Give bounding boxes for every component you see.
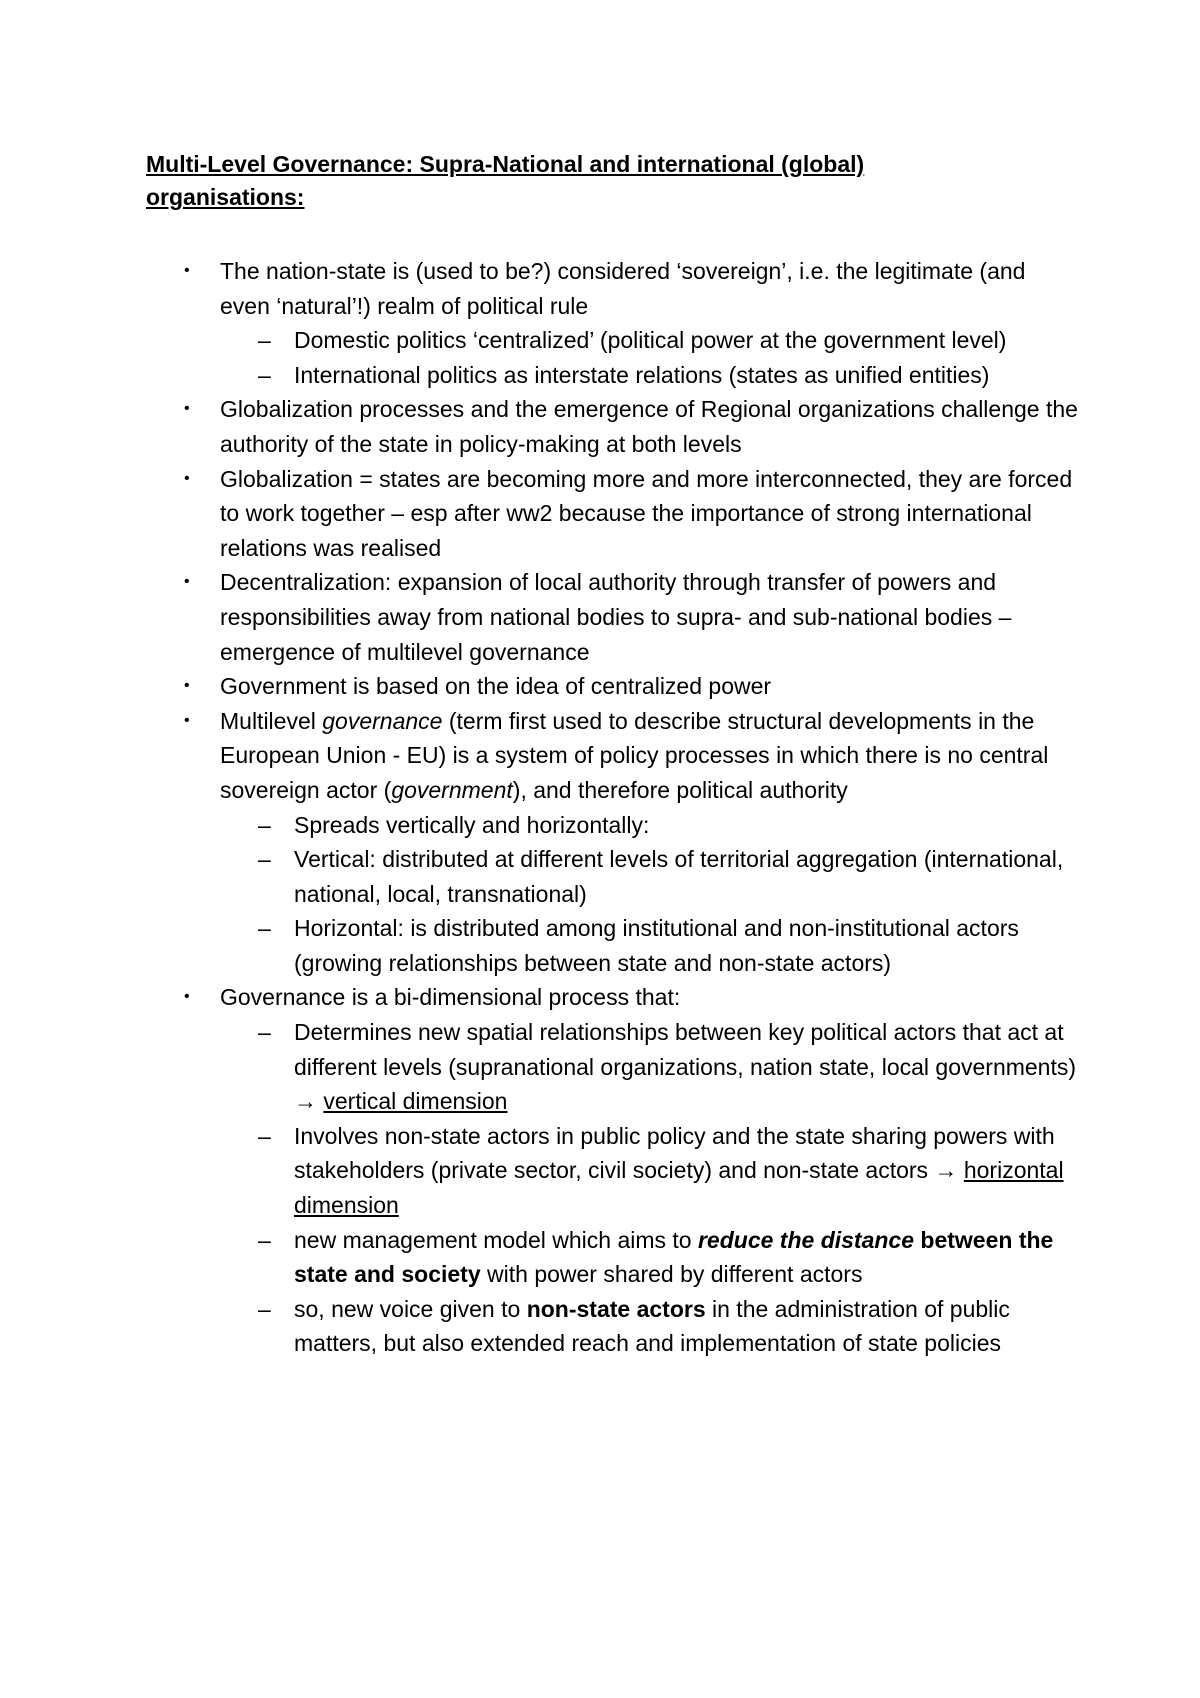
italic-text: government xyxy=(391,776,513,803)
sub-list-item-text xyxy=(294,1019,1076,1114)
sub-list-item xyxy=(220,1015,1080,1119)
sub-list-item-text: Domestic politics ‘centralized’ (political power at the government level) xyxy=(294,327,1007,354)
sub-list-item xyxy=(220,358,1080,393)
dash-icon: – xyxy=(258,1295,271,1322)
text-run: so, new voice given to xyxy=(294,1295,527,1322)
underlined-term: vertical dimension xyxy=(323,1088,508,1115)
bold-text: non-state actors xyxy=(526,1295,706,1322)
list-item xyxy=(146,565,1080,669)
bullet-icon: • xyxy=(184,469,190,487)
text-run: in the administration of public matters, but also extended reach and implementation of state policies xyxy=(294,1295,1010,1357)
sub-list xyxy=(220,1015,1080,1361)
dash-icon: – xyxy=(258,811,271,838)
sub-list-item-text: Vertical: distributed at different levels of territorial aggregation (international, national, local, transnational) xyxy=(294,846,1064,907)
list-item xyxy=(146,392,1080,461)
dash-icon: – xyxy=(258,846,271,873)
page-title: Multi-Level Governance: Supra-National and international (global) organisations: xyxy=(146,151,865,210)
text-run: new management model which aims to xyxy=(294,1226,698,1253)
dash-icon: – xyxy=(258,1226,271,1253)
bullet-icon: • xyxy=(184,711,190,729)
sub-list-item-text: Horizontal: is distributed among institutional and non-institutional actors (growing relationships between state and non-state actors) xyxy=(294,915,1019,976)
list-item-text: Decentralization: expansion of local authority through transfer of powers and responsibilities away from national bodies to supra- and sub-national bodies – emergence of multilevel governance xyxy=(220,569,1012,665)
sub-list-item-text: Spreads vertically and horizontally: xyxy=(294,811,650,838)
sub-list-item-text xyxy=(294,1123,1064,1218)
list-item xyxy=(146,462,1080,566)
sub-list-item xyxy=(220,1223,1080,1292)
sub-list-item xyxy=(220,1119,1080,1223)
bold-run: between the state and society xyxy=(294,1226,1054,1288)
list-item-text: Government is based on the idea of centralized power xyxy=(220,673,772,700)
dash-icon: – xyxy=(258,327,271,354)
sub-list-item xyxy=(220,911,1080,980)
text-run: Multilevel xyxy=(220,707,323,734)
list-item-text: Globalization processes and the emergence of Regional organizations challenge the authority of the state in policy-making at both levels xyxy=(220,396,1078,457)
text-run: ), and therefore political authority xyxy=(512,776,848,803)
bullet-icon: • xyxy=(184,677,190,695)
bullet-icon: • xyxy=(184,262,190,279)
sub-list-item xyxy=(220,808,1080,843)
sub-list-item-text xyxy=(294,1296,1010,1357)
list-item-text: The nation-state is (used to be?) considered ‘sovereign’, i.e. the legitimate (and even ‘natural’!) realm of political rule xyxy=(220,258,1026,319)
text-run: with power shared by different actors xyxy=(480,1261,863,1288)
bullet-icon: • xyxy=(184,573,190,591)
underlined-term: horizontal dimension xyxy=(294,1157,1064,1219)
text-run: (term first used to describe structural developments in the European Union - EU) is a system of policy processes in which there is no central sovereign actor ( xyxy=(220,707,1049,803)
dash-icon: – xyxy=(258,915,271,942)
bullet-icon: • xyxy=(184,988,190,1006)
list-item-text: Globalization = states are becoming more and more interconnected, they are forced to work together – esp after ww2 because the importance of strong international relations was realised xyxy=(220,465,1073,561)
text-run: Determines new spatial relationships between key political actors that act at different levels (supranational organizations, nation state, local governments) xyxy=(294,1019,1077,1080)
list-item xyxy=(146,704,1080,981)
sub-list-item xyxy=(220,323,1080,358)
bullet-icon: • xyxy=(184,400,190,418)
sub-list-item-text: International politics as interstate relations (states as unified entities) xyxy=(294,361,990,388)
dash-icon: – xyxy=(258,1122,271,1149)
list-item xyxy=(146,669,1080,704)
list-item xyxy=(146,254,1080,392)
sub-list-item xyxy=(220,1292,1080,1361)
dash-icon: – xyxy=(258,1019,271,1046)
arrow-right-icon: → xyxy=(294,1088,317,1115)
bullet-list xyxy=(146,254,1080,1361)
dash-icon: – xyxy=(258,361,271,388)
sub-list xyxy=(220,323,1080,392)
list-item xyxy=(146,980,1080,1361)
list-item-text: Governance is a bi-dimensional process that: xyxy=(220,984,681,1011)
sub-list-item-text xyxy=(294,1227,1053,1288)
italic-text: governance xyxy=(322,707,443,734)
arrow-right-icon: → xyxy=(934,1157,958,1184)
text-run: Involves non-state actors in public policy and the state sharing powers with stakeholders (private sector, civil society) and non-state actors xyxy=(294,1122,1055,1184)
sub-list xyxy=(220,808,1080,981)
sub-list-item xyxy=(220,842,1080,911)
bold-italic-run: reduce the distance xyxy=(697,1226,915,1253)
list-item-text xyxy=(220,708,1048,803)
